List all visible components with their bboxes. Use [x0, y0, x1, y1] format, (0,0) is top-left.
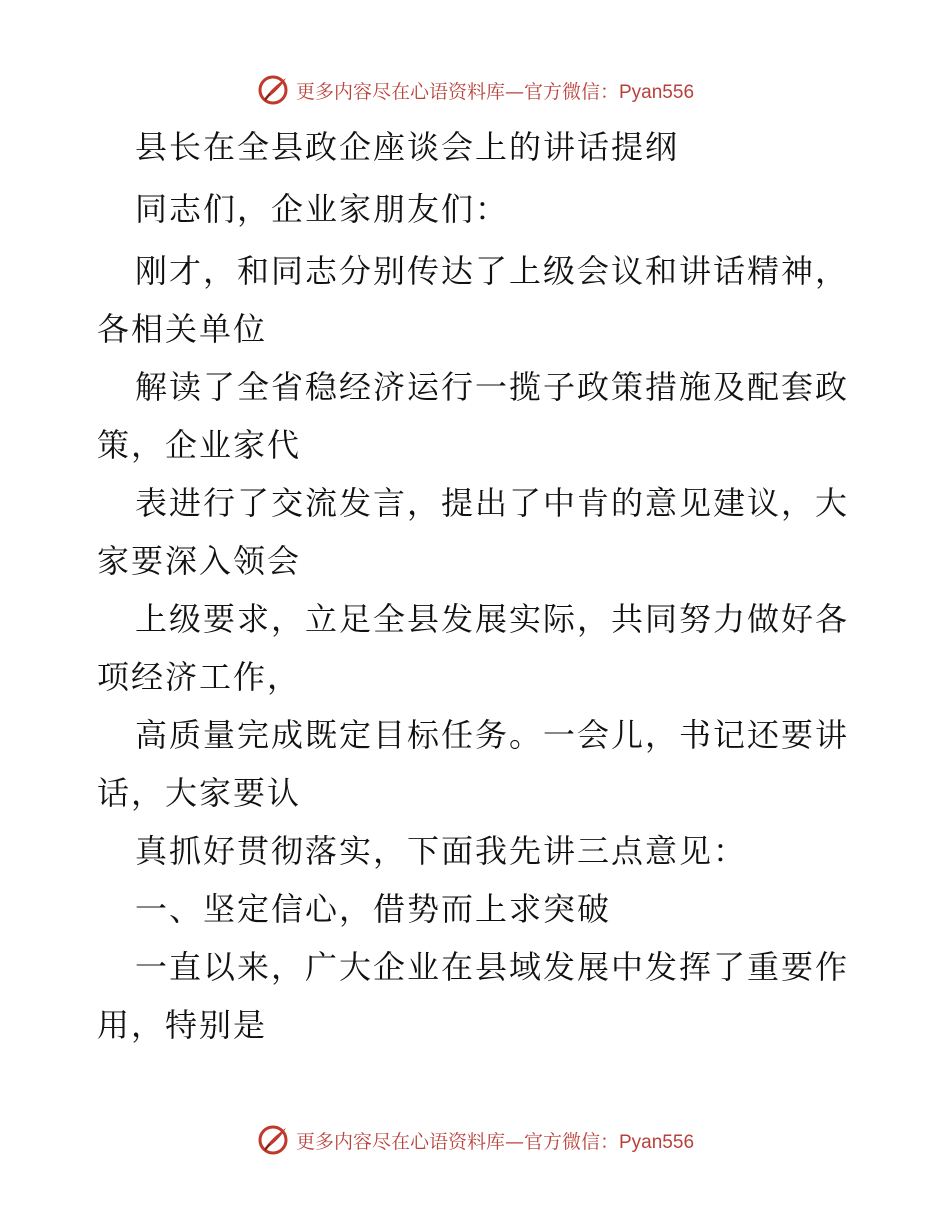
- section-heading: 一、坚定信心，借势而上求突破: [135, 890, 612, 928]
- footer-watermark: [0, 1120, 950, 1160]
- watermark-wechat-id: Pyan556: [619, 1131, 695, 1153]
- watermark-dash: —: [504, 80, 524, 103]
- document-body: [97, 122, 857, 1054]
- paragraph-line: 真抓好贯彻落实，下面我先讲三点意见：: [135, 832, 748, 870]
- paragraph-line: 各相关单位: [97, 310, 268, 348]
- watermark-site-text: 更多内容尽在心语资料库: [295, 1130, 505, 1153]
- quill-emblem-icon: [256, 1123, 290, 1157]
- paragraph-line: 策，企业家代: [97, 426, 302, 464]
- watermark-text: [296, 1127, 694, 1154]
- paragraph-line: 一直以来，广大企业在县域发展中发挥了重要作: [135, 948, 850, 986]
- watermark-group: [256, 73, 694, 107]
- watermark-dash: —: [504, 1130, 524, 1153]
- paragraph-line: 刚才，和同志分别传达了上级会议和讲话精神，: [135, 252, 850, 290]
- paragraph-line: 家要深入领会: [97, 542, 302, 580]
- watermark-group: [256, 1123, 694, 1157]
- salutation: 同志们，企业家朋友们：: [135, 190, 510, 228]
- document-title: 县长在全县政企座谈会上的讲话提纲: [135, 128, 680, 166]
- watermark-text: [296, 77, 694, 104]
- paragraph-line: 高质量完成既定目标任务。一会儿，书记还要讲: [135, 716, 850, 754]
- paragraph-line: 表进行了交流发言，提出了中肯的意见建议，大: [135, 484, 850, 522]
- watermark-wechat-id: Pyan556: [619, 81, 695, 103]
- paragraph-line: 解读了全省稳经济运行一揽子政策措施及配套政: [135, 368, 850, 406]
- watermark-site-text: 更多内容尽在心语资料库: [295, 80, 505, 103]
- paragraph-line: 用，特别是: [97, 1006, 268, 1044]
- watermark-wechat-label: 官方微信：: [523, 1130, 619, 1153]
- paragraph-line: 项经济工作，: [97, 658, 302, 696]
- quill-emblem-icon: [256, 73, 290, 107]
- watermark-wechat-label: 官方微信：: [523, 80, 619, 103]
- paragraph-line: 上级要求，立足全县发展实际，共同努力做好各: [135, 600, 850, 638]
- header-watermark: [0, 70, 950, 110]
- paragraph-line: 话，大家要认: [97, 774, 302, 812]
